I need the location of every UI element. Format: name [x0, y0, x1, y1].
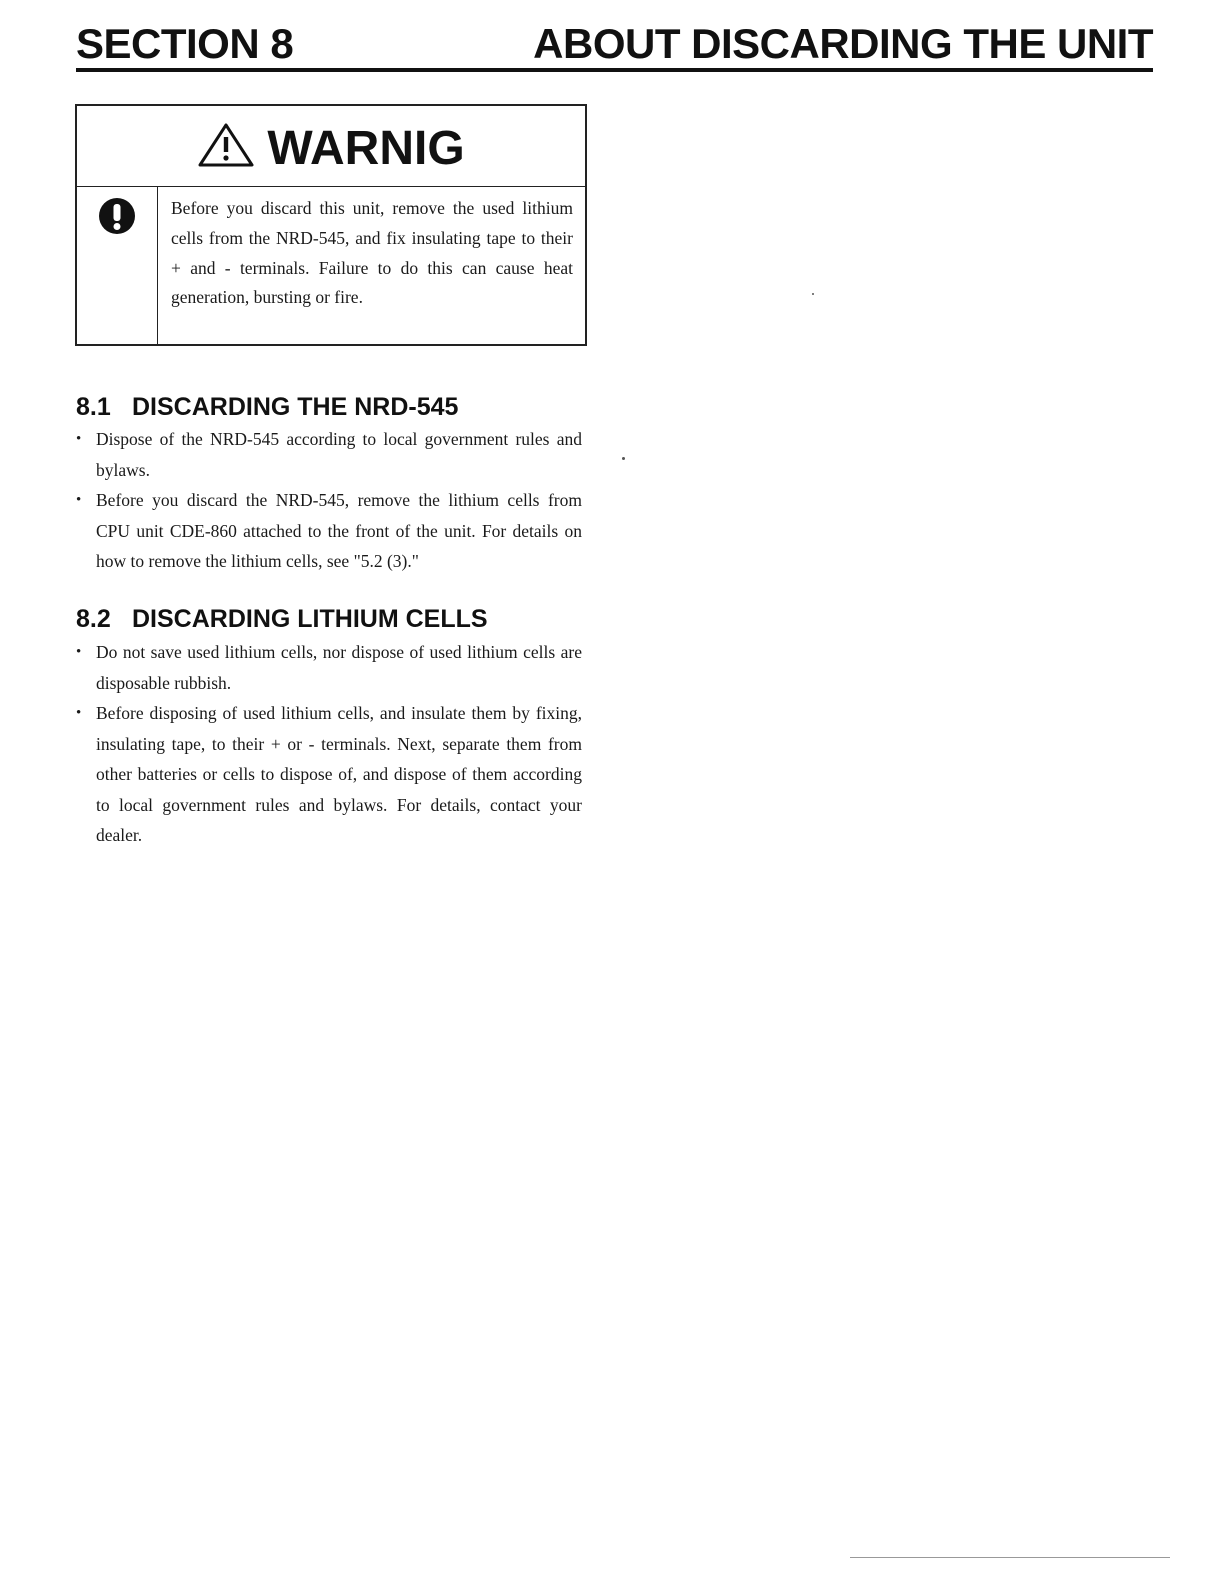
scan-speck [812, 293, 814, 295]
list-item: • Before disposing of used lithium cells, and insulate them by fixing, insulating tape, to their + or - terminals. Next, separate them from other batteries or cells to dispose of, and dispose of them according to local government rules and bylaws. For details, contact your dealer. [76, 698, 582, 851]
section-heading-text: DISCARDING LITHIUM CELLS [132, 605, 488, 633]
section-8-2-list [76, 637, 582, 851]
warning-text: Before you discard this unit, remove the used lithium cells from the NRD-545, and fix insulating tape to their + and - terminals. Failure to do this can cause heat generation, bursting or fire. [171, 198, 573, 308]
section-number: 8.1 [76, 393, 111, 421]
warning-title: WARNIG [267, 122, 465, 175]
section-8-1-heading [76, 392, 458, 422]
section-8-2-heading [76, 604, 488, 634]
header-rule [76, 68, 1153, 72]
warning-heading [77, 122, 585, 175]
warning-icon-cell [77, 187, 158, 344]
mandatory-exclamation-icon [98, 197, 136, 235]
warning-box [75, 104, 587, 346]
scan-artifact-line [850, 1557, 1170, 1558]
list-item: • Do not save used lithium cells, nor dispose of used lithium cells are disposable rubbish. [76, 637, 582, 698]
list-item: • Dispose of the NRD-545 according to local government rules and bylaws. [76, 424, 582, 485]
section-8-1-list [76, 424, 582, 577]
list-item: • Before you discard the NRD-545, remove the lithium cells from CPU unit CDE-860 attached to the front of the unit. For details on how to remove the lithium cells, see "5.2 (3)." [76, 485, 582, 577]
section-heading-text: DISCARDING THE NRD-545 [132, 393, 459, 421]
page-header [76, 18, 1153, 70]
section-label: SECTION 8 [76, 20, 294, 67]
warning-triangle-icon [197, 122, 255, 168]
section-title: ABOUT DISCARDING THE UNIT [533, 20, 1153, 67]
warning-title-row [77, 106, 585, 187]
section-number: 8.2 [76, 605, 111, 633]
scan-speck [622, 457, 625, 460]
